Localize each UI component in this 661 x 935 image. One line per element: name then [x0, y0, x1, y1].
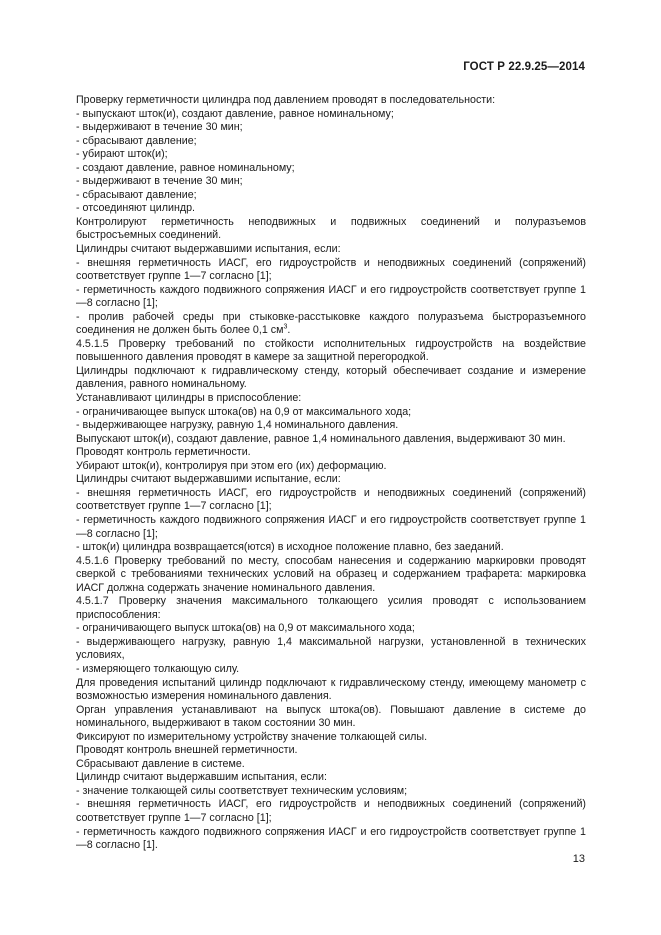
list-item — [76, 419, 586, 433]
paragraph-text: 4.5.1.5 Проверку требований по стойкости исполнительных гидроустройств на воздействие повышенного давления проводят в камере за защитной перегородкой. — [76, 337, 586, 364]
list-item — [76, 121, 586, 135]
list-item — [76, 622, 586, 636]
paragraph — [76, 758, 586, 772]
paragraph — [76, 446, 586, 460]
list-item — [76, 487, 586, 514]
list-item — [76, 189, 586, 203]
paragraph-text: Убирают шток(и), контролируя при этом его (их) деформацию. — [76, 459, 387, 472]
list-item — [76, 514, 586, 541]
list-item-text: - отсоединяют цилиндр. — [76, 202, 196, 215]
paragraph-text: Сбрасывают давление в системе. — [76, 757, 245, 770]
paragraph-text: Проверку герметичности цилиндра под давлением проводят в последовательности: — [76, 94, 496, 106]
page-number: 13 — [572, 853, 585, 865]
list-item — [76, 311, 586, 338]
paragraph — [76, 744, 586, 758]
list-item-text: - выдерживающее нагрузку, равную 1,4 номинального давления. — [76, 419, 399, 432]
superscript-cube: 3 — [283, 323, 288, 331]
list-item-text: - герметичность каждого подвижного сопряжения ИАСГ и его гидроустройств соответствует группе 1—8 согласно [1]; — [76, 513, 586, 540]
list-item — [76, 108, 586, 122]
paragraph — [76, 365, 586, 392]
list-item-text: - шток(и) цилиндра возвращается(ются) в исходное положение плавно, без заеданий. — [76, 541, 504, 554]
list-item-text: - ограничивающего выпуск штока(ов) на 0,9 от максимального хода; — [76, 622, 415, 635]
paragraph-text: Контролируют герметичность неподвижных и подвижных соединений и полуразъемов быстросъемных соединений. — [76, 215, 586, 242]
paragraph — [76, 338, 586, 365]
list-item — [76, 257, 586, 284]
document-header: ГОСТ Р 22.9.25—2014 — [463, 61, 585, 73]
list-item-text: - создают давление, равное номинальному; — [76, 161, 295, 174]
list-item-text: - измеряющего толкающую силу. — [76, 662, 240, 675]
paragraph-text: Цилиндры считают выдержавшими испытания, если: — [76, 243, 341, 256]
paragraph-text: Проводят контроль герметичности. — [76, 446, 251, 459]
list-item-text: - ограничивающее выпуск штока(ов) на 0,9 от максимального хода; — [76, 405, 412, 418]
list-item — [76, 284, 586, 311]
list-item — [76, 663, 586, 677]
list-item-text: - сбрасывают давление; — [76, 134, 197, 147]
paragraph — [76, 392, 586, 406]
paragraph-text: Орган управления устанавливают на выпуск штока(ов). Повышают давление в системе до номинального, выдерживают в таком состоянии 30 мин. — [76, 703, 586, 730]
paragraph-text: Цилиндр считают выдержавшим испытания, если: — [76, 771, 327, 784]
paragraph — [76, 433, 586, 447]
paragraph — [76, 677, 586, 704]
list-item-text: - сбрасывают давление; — [76, 188, 197, 201]
paragraph-text: Фиксируют по измерительному устройству значение толкающей силы. — [76, 730, 428, 743]
list-item — [76, 148, 586, 162]
list-item-text: - выдерживают в течение 30 мин; — [76, 175, 243, 188]
list-item-text: - герметичность каждого подвижного сопряжения ИАСГ и его гидроустройств соответствует группе 1—8 согласно [1]. — [76, 825, 586, 852]
paragraph-text: Цилиндры подключают к гидравлическому стенду, который обеспечивает создание и измерение давления, равного номинальному. — [76, 364, 586, 391]
list-item-text: - внешняя герметичность ИАСГ, его гидроустройств и неподвижных соединений (сопряжений) соответствует группе 1—7 согласно [1]; — [76, 486, 586, 513]
list-item-text: - выдерживающего нагрузку, равную 1,4 максимальной нагрузки, установленной в технических условиях, — [76, 635, 586, 662]
list-item-text: - пролив рабочей среды при стыковке-расстыковке каждого полуразъема быстроразъемного соединения не должен быть более 0,1 см — [76, 310, 586, 337]
list-item-text: - внешняя герметичность ИАСГ, его гидроустройств и неподвижных соединений (сопряжений) соответствует группе 1—7 согласно [1]; — [76, 798, 586, 824]
list-item — [76, 406, 586, 420]
list-item — [76, 175, 586, 189]
list-item-text: - убирают шток(и); — [76, 148, 168, 161]
list-item — [76, 202, 586, 216]
list-item — [76, 785, 586, 799]
paragraph — [76, 731, 586, 745]
paragraph-text: 4.5.1.6 Проверку требований по месту, способам нанесения и содержанию маркировки проводят сверкой с требованиями технических условий на образец и содержанием трафарета: маркировка ИАСГ должна содержать значение номинального давления. — [76, 554, 586, 594]
paragraph — [76, 704, 586, 731]
paragraph — [76, 94, 586, 108]
paragraph-text: Выпускают шток(и), создают давление, равное 1,4 номинального давления, выдерживают 30 мин. — [76, 432, 566, 445]
document-body — [76, 94, 586, 853]
list-item — [76, 162, 586, 176]
list-item — [76, 798, 586, 825]
list-item-text: - внешняя герметичность ИАСГ, его гидроустройств и неподвижных соединений (сопряжений) соответствует группе 1—7 согласно [1]; — [76, 256, 586, 283]
list-item — [76, 636, 586, 663]
paragraph — [76, 595, 586, 622]
list-item — [76, 135, 586, 149]
list-item-text: - выпускают шток(и), создают давление, равное номинальному; — [76, 107, 394, 120]
list-item-text: - герметичность каждого подвижного сопряжения ИАСГ и его гидроустройств соответствует группе 1—8 согласно [1]; — [76, 283, 586, 310]
paragraph — [76, 473, 586, 487]
list-item — [76, 826, 586, 853]
paragraph — [76, 243, 586, 257]
paragraph — [76, 460, 586, 474]
paragraph-text: Устанавливают цилиндры в приспособление: — [76, 392, 302, 405]
paragraph-text: 4.5.1.7 Проверку значения максимального толкающего усилия проводят с использованием приспособления: — [76, 595, 586, 621]
list-item-text: - значение толкающей силы соответствует техническим условиям; — [76, 784, 408, 797]
list-item — [76, 541, 586, 555]
sentence-period: . — [287, 324, 291, 337]
paragraph — [76, 771, 586, 785]
paragraph-text: Цилиндры считают выдержавшими испытание, если: — [76, 473, 341, 486]
list-item-text: - выдерживают в течение 30 мин; — [76, 121, 243, 134]
paragraph — [76, 555, 586, 596]
paragraph-text: Проводят контроль внешней герметичности. — [76, 744, 298, 757]
paragraph — [76, 216, 586, 243]
paragraph-text: Для проведения испытаний цилиндр подключают к гидравлическому стенду, имеющему манометр с возможностью измерения номинального давления. — [76, 676, 586, 703]
